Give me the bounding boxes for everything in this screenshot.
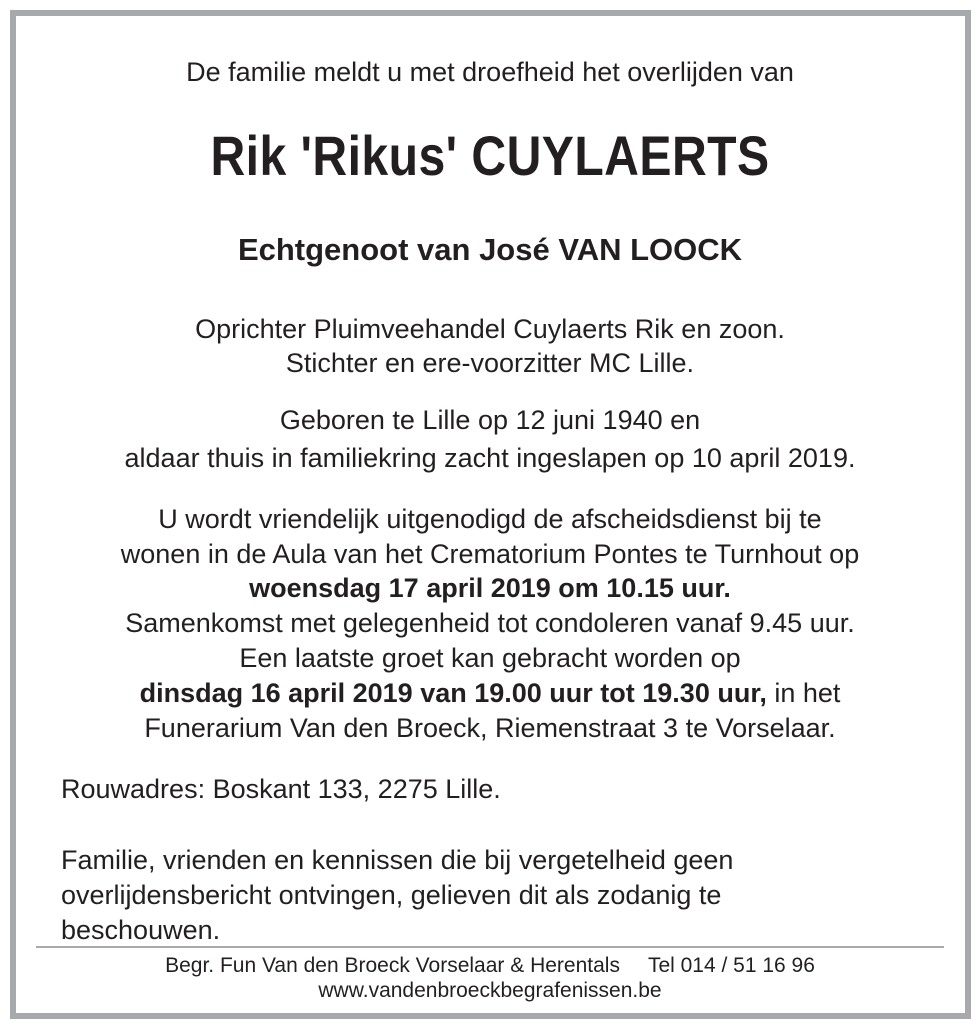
closing-line-3: beschouwen. [61,915,221,945]
service-line-2: wonen in de Aula van het Crematorium Pontes te Turnhout op [120,539,860,569]
birth-line-1: Geboren te Lille op 12 juni 1940 en [279,405,701,435]
viewing-date: dinsdag 16 april 2019 van 19.00 uur tot 19.30 uur, [139,678,767,708]
undertaker-website: www.vandenbroeckbegrafenissen.be [318,979,662,1002]
mourning-address: Rouwadres: Boskant 133, 2275 Lille. [61,774,501,804]
service-line-4: Samenkomst met gelegenheid tot condoleren vanaf 9.45 uur. [125,608,855,638]
birth-line-2: aldaar thuis in familiekring zacht ingeslapen op 10 april 2019. [124,443,856,473]
undertaker-phone: Tel 014 / 51 16 96 [647,954,815,977]
service-line-1: U wordt vriendelijk uitgenodigd de afscheidsdienst bij te [158,504,822,534]
service-line-5: Een laatste groet kan gebracht worden op [239,643,741,673]
bio-line-2: Stichter en ere-voorzitter MC Lille. [285,348,695,378]
viewing-location-prefix: in het [766,678,841,708]
closing-line-2: overlijdensbericht ontvingen, gelieven dit als zodanig te [61,880,722,910]
service-date: woensdag 17 april 2019 om 10.15 uur. [249,573,731,603]
closing-line-1: Familie, vrienden en kennissen die bij vergetelheid geen [61,845,734,875]
intro-text: De familie meldt u met droefheid het overlijden van [186,57,794,87]
bio-line-1: Oprichter Pluimveehandel Cuylaerts Rik en zoon. [195,314,785,344]
service-line-7: Funerarium Van den Broeck, Riemenstraat 3 te Vorselaar. [144,713,836,743]
spouse-line: Echtgenoot van José VAN LOOCK [237,232,743,267]
deceased-name: Rik 'Rikus' CUYLAERTS [210,124,770,187]
footer-contact [0,953,980,979]
viewing-line [0,676,980,710]
footer-divider [36,946,944,948]
undertaker-name: Begr. Fun Van den Broeck Vorselaar & Herentals [165,954,620,977]
